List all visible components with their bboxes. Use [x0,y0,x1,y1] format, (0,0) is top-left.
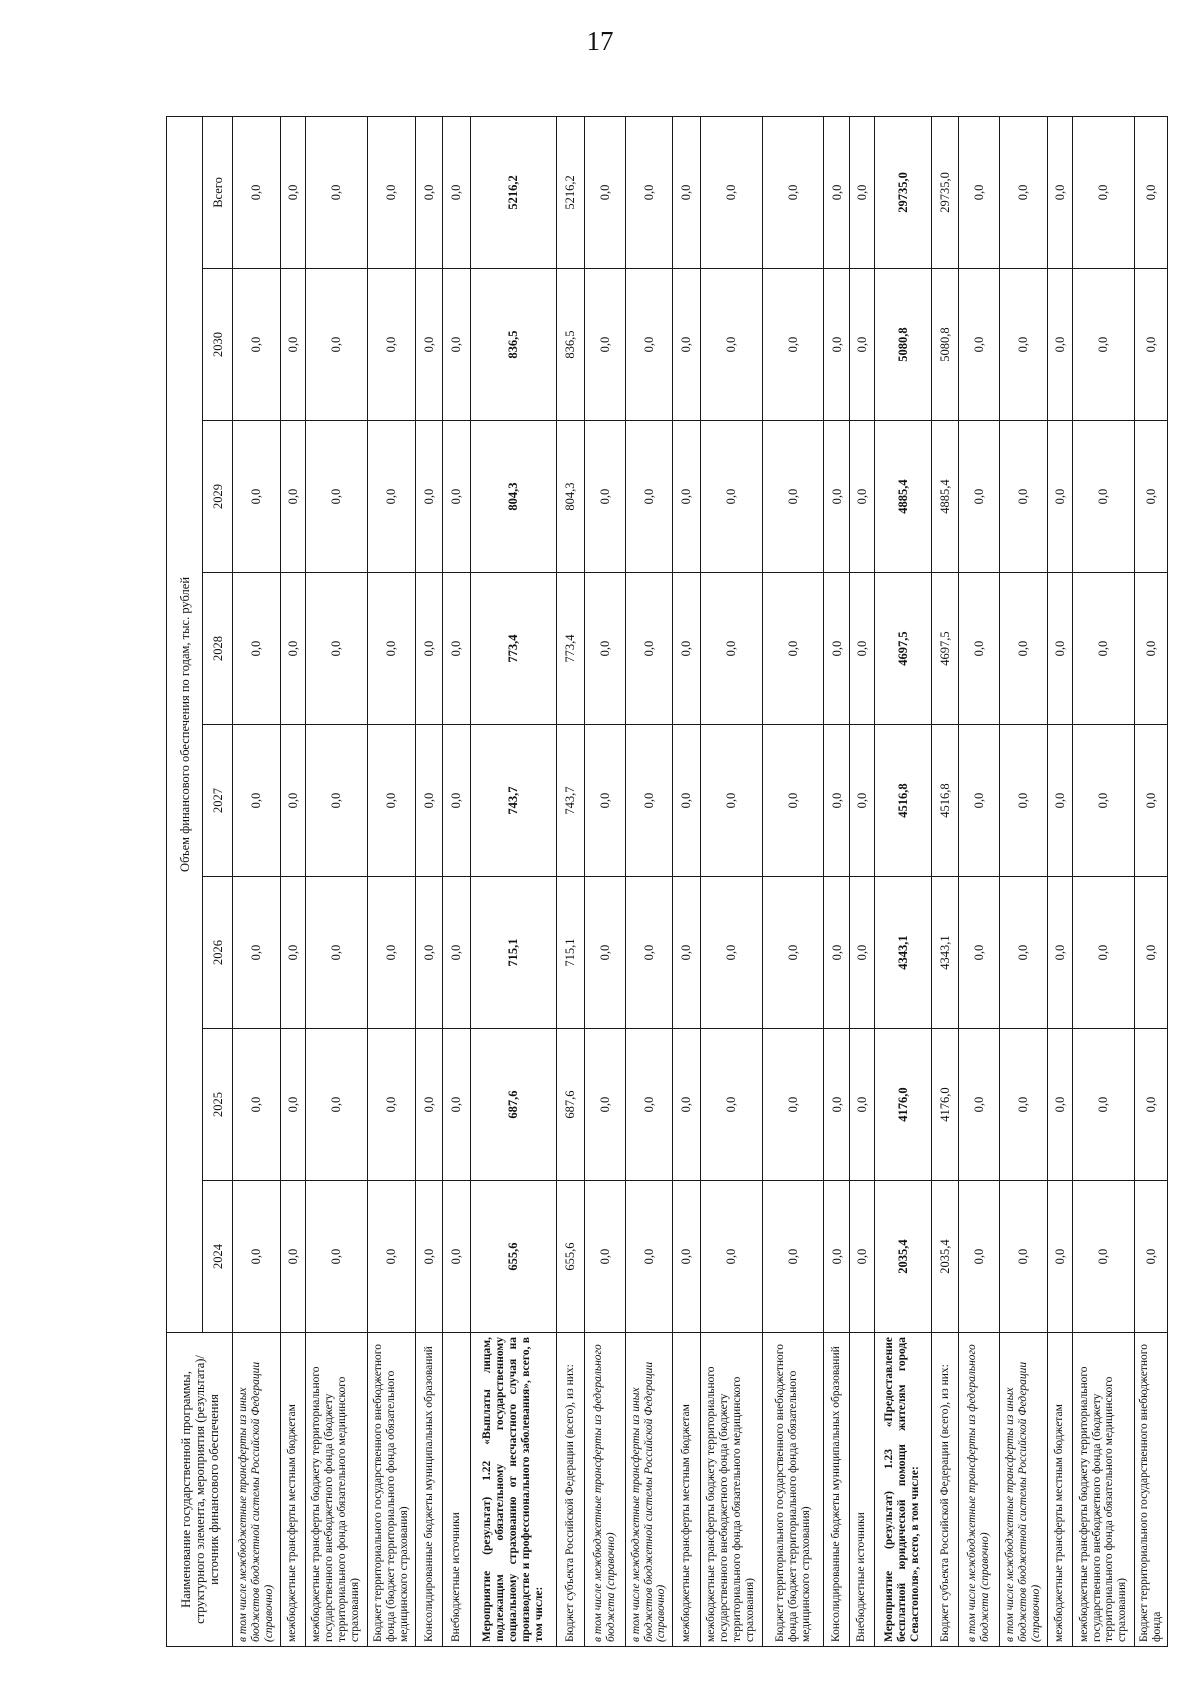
table-row [824,116,849,1646]
year-value-cell: 0,0 [1135,1181,1168,1333]
header-year: 2030 [203,269,233,421]
total-value-cell: 0,0 [1135,116,1168,268]
year-value-cell: 0,0 [1000,573,1048,725]
year-value-cell: 0,0 [849,1029,874,1181]
year-value-cell: 655,6 [470,1181,557,1333]
year-value-cell: 0,0 [1072,421,1134,573]
year-value-cell: 0,0 [280,877,305,1029]
year-value-cell: 0,0 [762,1029,824,1181]
year-value-cell: 0,0 [305,1029,367,1181]
year-value-cell: 0,0 [305,421,367,573]
year-value-cell: 0,0 [762,573,824,725]
row-name-cell: Мероприятие (результат) 1.22 «Выплаты лицам, подлежащим обязательному государственному социальному страхованию от несчастного случая на производстве и профессионального заболевания», всего, в том числе: [470,1333,557,1647]
year-value-cell: 0,0 [625,421,673,573]
year-value-cell: 0,0 [233,573,281,725]
year-value-cell: 804,3 [470,421,557,573]
year-value-cell: 0,0 [584,573,625,725]
year-value-cell: 0,0 [233,1181,281,1333]
year-value-cell: 0,0 [443,725,470,877]
table-row [1135,116,1168,1646]
year-value-cell: 4343,1 [874,877,931,1029]
total-value-cell: 0,0 [584,116,625,268]
year-value-cell: 0,0 [233,1029,281,1181]
year-value-cell: 0,0 [305,725,367,877]
year-value-cell: 0,0 [280,1029,305,1181]
year-value-cell: 715,1 [557,877,584,1029]
year-value-cell: 4697,5 [874,573,931,725]
year-value-cell: 0,0 [367,573,415,725]
total-value-cell: 29735,0 [931,116,958,268]
row-name-cell: межбюджетные трансферты бюджету территориального государственного внебюджетного фонда (бюджету территориального фонда обязательного медицинского страхования) [1072,1333,1134,1647]
year-value-cell: 0,0 [625,269,673,421]
year-value-cell: 0,0 [849,877,874,1029]
year-value-cell: 0,0 [443,877,470,1029]
year-value-cell: 0,0 [367,421,415,573]
year-value-cell: 0,0 [673,725,700,877]
table-row [305,116,367,1646]
table-row [233,116,281,1646]
total-value-cell: 0,0 [824,116,849,268]
year-value-cell: 0,0 [849,269,874,421]
year-value-cell: 0,0 [959,1181,1000,1333]
year-value-cell: 0,0 [280,421,305,573]
year-value-cell: 0,0 [700,573,762,725]
total-value-cell: 0,0 [849,116,874,268]
year-value-cell: 0,0 [1047,1181,1072,1333]
year-value-cell: 0,0 [280,573,305,725]
total-value-cell: 0,0 [1072,116,1134,268]
year-value-cell: 0,0 [415,877,442,1029]
year-value-cell: 0,0 [700,725,762,877]
year-value-cell: 0,0 [233,877,281,1029]
year-value-cell: 0,0 [280,725,305,877]
year-value-cell: 0,0 [1047,573,1072,725]
row-name-cell: в том числе межбюджетные трансферты из федерального бюджета (справочно) [959,1333,1000,1647]
table-row [849,116,874,1646]
year-value-cell: 655,6 [557,1181,584,1333]
year-value-cell: 0,0 [280,269,305,421]
year-value-cell: 0,0 [1135,877,1168,1029]
year-value-cell: 0,0 [415,269,442,421]
total-value-cell: 0,0 [625,116,673,268]
total-value-cell: 5216,2 [557,116,584,268]
year-value-cell: 4343,1 [931,877,958,1029]
year-value-cell: 743,7 [470,725,557,877]
year-value-cell: 0,0 [1000,877,1048,1029]
year-value-cell: 0,0 [584,1029,625,1181]
year-value-cell: 0,0 [959,269,1000,421]
year-value-cell: 0,0 [415,725,442,877]
total-value-cell: 0,0 [700,116,762,268]
year-value-cell: 0,0 [849,1181,874,1333]
total-value-cell: 0,0 [959,116,1000,268]
financing-table [166,116,1168,1647]
table-row [625,116,673,1646]
year-value-cell: 0,0 [673,1181,700,1333]
year-value-cell: 0,0 [824,1029,849,1181]
year-value-cell: 0,0 [1135,1029,1168,1181]
total-value-cell: 0,0 [233,116,281,268]
year-value-cell: 0,0 [305,1181,367,1333]
year-value-cell: 804,3 [557,421,584,573]
table-row [1072,116,1134,1646]
row-name-cell: межбюджетные трансферты местным бюджетам [673,1333,700,1647]
header-year: 2028 [203,573,233,725]
year-value-cell: 0,0 [824,573,849,725]
year-value-cell: 0,0 [1047,877,1072,1029]
row-name-cell: в том числе межбюджетные трансферты из иных бюджетов бюджетной системы Российской Федерации (справочно) [625,1333,673,1647]
year-value-cell: 0,0 [367,877,415,1029]
year-value-cell: 743,7 [557,725,584,877]
year-value-cell: 0,0 [1000,725,1048,877]
page-number: 17 [586,26,614,56]
year-value-cell: 0,0 [1000,269,1048,421]
total-value-cell: 5216,2 [470,116,557,268]
year-value-cell: 0,0 [959,725,1000,877]
total-value-cell: 0,0 [762,116,824,268]
total-value-cell: 0,0 [305,116,367,268]
year-value-cell: 0,0 [673,269,700,421]
year-value-cell: 0,0 [584,421,625,573]
year-value-cell: 0,0 [762,1181,824,1333]
year-value-cell: 0,0 [762,269,824,421]
table-row [443,116,470,1646]
year-value-cell: 0,0 [415,1181,442,1333]
row-name-cell: Бюджет территориального государственного внебюджетного фонда (бюджет территориального фонда обязательного медицинского страхования) [762,1333,824,1647]
year-value-cell: 0,0 [824,269,849,421]
year-value-cell: 0,0 [1072,573,1134,725]
year-value-cell: 0,0 [824,1181,849,1333]
year-value-cell: 0,0 [367,269,415,421]
year-value-cell: 0,0 [1072,269,1134,421]
year-value-cell: 0,0 [625,725,673,877]
year-value-cell: 0,0 [762,725,824,877]
year-value-cell: 0,0 [367,1181,415,1333]
row-name-cell: в том числе межбюджетные трансферты из иных бюджетов бюджетной системы Российской Федерации (справочно) [233,1333,281,1647]
year-value-cell: 0,0 [415,1029,442,1181]
year-value-cell: 0,0 [584,725,625,877]
year-value-cell: 0,0 [700,1181,762,1333]
year-value-cell: 0,0 [1072,1181,1134,1333]
year-value-cell: 4885,4 [874,421,931,573]
year-value-cell: 0,0 [443,269,470,421]
year-value-cell: 4516,8 [931,725,958,877]
year-value-cell: 0,0 [700,1029,762,1181]
year-value-cell: 0,0 [1000,1029,1048,1181]
year-value-cell: 4885,4 [931,421,958,573]
total-value-cell: 0,0 [1000,116,1048,268]
year-value-cell: 0,0 [1135,421,1168,573]
row-name-cell: в том числе межбюджетные трансферты из федерального бюджета (справочно) [584,1333,625,1647]
year-value-cell: 0,0 [762,421,824,573]
total-value-cell: 0,0 [367,116,415,268]
year-value-cell: 0,0 [1135,725,1168,877]
row-name-cell: Бюджет территориального государственного внебюджетного фонда (бюджет территориального фонда обязательного медицинского страхования) [367,1333,415,1647]
year-value-cell: 0,0 [700,269,762,421]
table-row [367,116,415,1646]
table-row [584,116,625,1646]
row-name-cell: Консолидированные бюджеты муниципальных образований [415,1333,442,1647]
year-value-cell: 5080,8 [874,269,931,421]
year-value-cell: 773,4 [470,573,557,725]
year-value-cell: 773,4 [557,573,584,725]
year-value-cell: 0,0 [443,573,470,725]
table-row-measure [874,116,931,1646]
year-value-cell: 0,0 [673,573,700,725]
header-year: 2024 [203,1181,233,1333]
year-value-cell: 0,0 [959,421,1000,573]
year-value-cell: 0,0 [625,1181,673,1333]
year-value-cell: 0,0 [1047,725,1072,877]
table-row [1000,116,1048,1646]
table-row [557,116,584,1646]
table-row [762,116,824,1646]
year-value-cell: 0,0 [1072,1029,1134,1181]
year-value-cell: 0,0 [1000,1181,1048,1333]
header-year: 2029 [203,421,233,573]
year-value-cell: 0,0 [849,725,874,877]
table-row [415,116,442,1646]
table-row-measure [470,116,557,1646]
total-value-cell: 0,0 [280,116,305,268]
total-value-cell: 29735,0 [874,116,931,268]
year-value-cell: 0,0 [824,725,849,877]
year-value-cell: 0,0 [959,877,1000,1029]
year-value-cell: 0,0 [824,877,849,1029]
year-value-cell: 0,0 [700,421,762,573]
year-value-cell: 0,0 [305,573,367,725]
header-year: 2026 [203,877,233,1029]
year-value-cell: 0,0 [233,269,281,421]
row-name-cell: Бюджет территориального государственного внебюджетного фонда [1135,1333,1168,1647]
row-name-cell: межбюджетные трансферты местным бюджетам [280,1333,305,1647]
year-value-cell: 0,0 [584,1181,625,1333]
table-row [959,116,1000,1646]
year-value-cell: 2035,4 [874,1181,931,1333]
total-value-cell: 0,0 [443,116,470,268]
year-value-cell: 0,0 [625,877,673,1029]
year-value-cell: 0,0 [233,725,281,877]
year-value-cell: 0,0 [625,573,673,725]
year-value-cell: 5080,8 [931,269,958,421]
year-value-cell: 4176,0 [874,1029,931,1181]
year-value-cell: 0,0 [443,1181,470,1333]
row-name-cell: Консолидированные бюджеты муниципальных образований [824,1333,849,1647]
year-value-cell: 0,0 [673,1029,700,1181]
year-value-cell: 0,0 [443,421,470,573]
year-value-cell: 0,0 [1072,877,1134,1029]
year-value-cell: 0,0 [959,573,1000,725]
year-value-cell: 687,6 [470,1029,557,1181]
year-value-cell: 0,0 [849,421,874,573]
year-value-cell: 0,0 [305,877,367,1029]
row-name-cell: межбюджетные трансферты местным бюджетам [1047,1333,1072,1647]
year-value-cell: 4697,5 [931,573,958,725]
year-value-cell: 0,0 [280,1181,305,1333]
header-year: 2025 [203,1029,233,1181]
header-financing-group: Объем финансового обеспечения по годам, тыс. рублей [167,116,203,1332]
year-value-cell: 2035,4 [931,1181,958,1333]
year-value-cell: 687,6 [557,1029,584,1181]
year-value-cell: 836,5 [557,269,584,421]
row-name-cell: Бюджет субъекта Российской Федерации (всего), из них: [557,1333,584,1647]
year-value-cell: 0,0 [443,1029,470,1181]
header-name-column: Наименование государственной программы, структурного элемента, мероприятия (результата)/источник финансового обеспечения [167,1333,233,1647]
year-value-cell: 0,0 [367,1029,415,1181]
total-value-cell: 0,0 [415,116,442,268]
total-value-cell: 0,0 [1047,116,1072,268]
year-value-cell: 0,0 [849,573,874,725]
year-value-cell: 0,0 [305,269,367,421]
row-name-cell: в том числе межбюджетные трансферты из иных бюджетов бюджетной системы Российской Федерации (справочно) [1000,1333,1048,1647]
year-value-cell: 0,0 [1047,1029,1072,1181]
year-value-cell: 0,0 [625,1029,673,1181]
year-value-cell: 0,0 [959,1029,1000,1181]
table-row [931,116,958,1646]
year-value-cell: 0,0 [415,421,442,573]
year-value-cell: 4516,8 [874,725,931,877]
year-value-cell: 836,5 [470,269,557,421]
year-value-cell: 0,0 [415,573,442,725]
table-row [673,116,700,1646]
row-name-cell: Внебюджетные источники [443,1333,470,1647]
year-value-cell: 0,0 [824,421,849,573]
header-year: 2027 [203,725,233,877]
header-total: Всего [203,116,233,268]
table-row [1047,116,1072,1646]
year-value-cell: 0,0 [1135,269,1168,421]
year-value-cell: 0,0 [673,877,700,1029]
table-row [700,116,762,1646]
year-value-cell: 0,0 [1047,421,1072,573]
year-value-cell: 0,0 [762,877,824,1029]
row-name-cell: Внебюджетные источники [849,1333,874,1647]
year-value-cell: 0,0 [367,725,415,877]
row-name-cell: межбюджетные трансферты бюджету территориального государственного внебюджетного фонда (бюджету территориального фонда обязательного медицинского страхования) [305,1333,367,1647]
year-value-cell: 0,0 [584,877,625,1029]
year-value-cell: 0,0 [1072,725,1134,877]
year-value-cell: 0,0 [1047,269,1072,421]
total-value-cell: 0,0 [673,116,700,268]
row-name-cell: Бюджет субъекта Российской Федерации (всего), из них: [931,1333,958,1647]
row-name-cell: Мероприятие (результат) 1.23 «Предоставление бесплатной юридической помощи жителям города Севастополя», всего, в том числе: [874,1333,931,1647]
year-value-cell: 0,0 [584,269,625,421]
year-value-cell: 0,0 [673,421,700,573]
table-row [280,116,305,1646]
year-value-cell: 0,0 [1135,573,1168,725]
year-value-cell: 4176,0 [931,1029,958,1181]
year-value-cell: 715,1 [470,877,557,1029]
row-name-cell: межбюджетные трансферты бюджету территориального государственного внебюджетного фонда (бюджету территориального фонда обязательного медицинского страхования) [700,1333,762,1647]
financing-table-rotated [166,117,1168,1647]
year-value-cell: 0,0 [700,877,762,1029]
year-value-cell: 0,0 [233,421,281,573]
year-value-cell: 0,0 [1000,421,1048,573]
